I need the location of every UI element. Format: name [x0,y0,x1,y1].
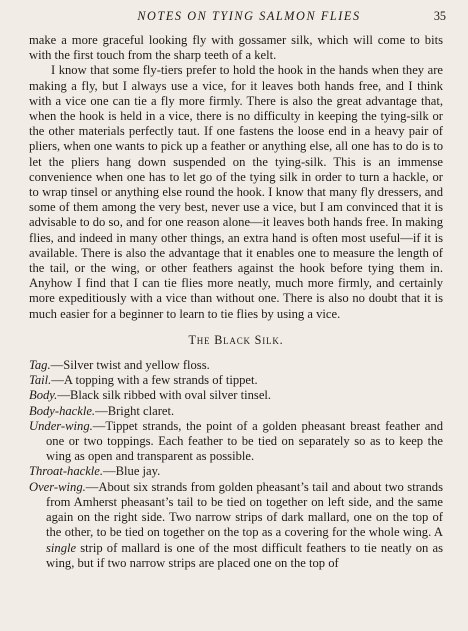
entry-text: —Tippet strands, the point of a golden pheasant breast feather and one or two toppings. Each feather to be tied on separately so as to keep the wing as open and transparent as possible. [46,418,443,464]
section-heading-title: Black Silk. [214,332,284,347]
running-title: NOTES ON TYING SALMON FLIES [137,9,361,23]
entry-text: —Bright claret. [95,403,175,418]
entry-text: —Silver twist and yellow floss. [50,358,210,373]
dressing-entry-tail [29,373,443,388]
entry-term: Tail. [29,373,52,388]
entry-text: —Black silk ribbed with oval silver tinsel. [57,388,272,403]
dressing-list [29,358,443,571]
entry-term: Over-wing. [29,479,86,494]
dressing-entry-over-wing [29,480,443,571]
section-heading [29,333,443,348]
paragraph-continuation: make a more graceful looking fly with gossamer silk, which will come to bits with the first touch from the sharp teeth of a kelt. [29,33,443,63]
entry-text: —About six strands from golden pheasant’s tail and about two strands from Amherst pheasant’s tail to be tied on together on left side, and the same again on the right side. Two narrow strips of dark mallard, one on the top of the other, to be tied on together on the top as a covering for the whole wing. A [46,479,443,540]
dressing-entry-tag [29,358,443,373]
dressing-entry-under-wing [29,419,443,465]
dressing-entry-throat-hackle [29,464,443,479]
entry-term: Tag. [29,358,51,373]
entry-text-continued: strip of mallard is one of the most difficult feathers to tie neatly on as wing, but if two narrow strips are placed one on the top of [46,540,443,570]
entry-term: Throat-hackle. [29,464,104,479]
emphasis-text: single [46,540,77,555]
running-head [52,9,446,25]
page-number: 35 [433,9,446,23]
dressing-entry-body [29,388,443,403]
entry-text: —Blue jay. [103,464,161,479]
entry-term: Under-wing. [29,418,93,433]
section-heading-lead: The [188,332,211,347]
entry-text: —A topping with a few strands of tippet. [51,373,258,388]
entry-term: Body. [29,388,58,403]
dressing-entry-body-hackle [29,404,443,419]
paragraph-vice: I know that some fly-tiers prefer to hold the hook in the hands when they are making a fly, but I always use a vice, for it leaves both hands free, and I think with a vice one can tie a fly more firmly. There is also the great advantage that, when the hook is held in a vice, there is no difficulty in keeping the tying-silk or the other materials perfectly taut. If one fastens the loose end in a heavy pair of pliers, when one wants to pick up a feather or anything else, all one has to do is to let the pliers hang down suspended on the tying-silk. This is an immense convenience when one has to let go of the tying silk in order to turn a hackle, or to wrap tinsel or anything else round the hook. I know that many fly dressers, and some of them among the very best, never use a vice, but I am convinced that it is advisable to do so, and for one reason alone—it leaves both hands free. In making flies, and indeed in many other things, an extra hand is often most useful—if it is available. There is also the advantage that it enables one to measure the length of the tail, or the wing, or other feathers against the hook before tying them in. Anyhow I find that I can tie flies more neatly, much more firmly, and certainly more expeditiously with a vice than without one. There is also no doubt that it is much easier for a beginner to learn to tie flies by using a vice. [29,63,443,321]
entry-term: Body-hackle. [29,403,96,418]
page-body [29,33,443,571]
